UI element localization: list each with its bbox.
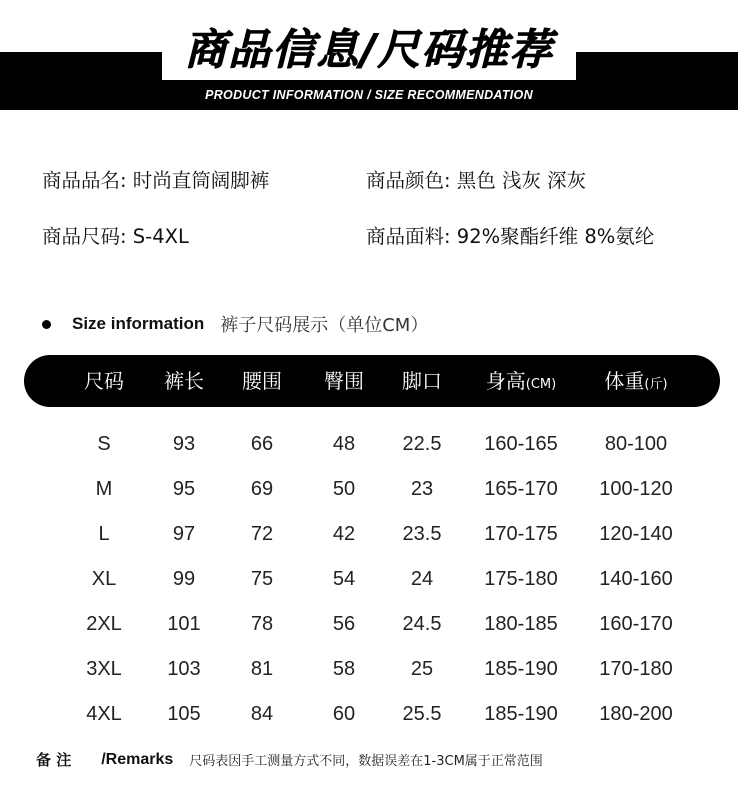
table-cell: 58 [332, 658, 356, 680]
size-info-title-cn: 裤子尺码展示（单位CM） [220, 315, 429, 336]
table-header-label: 裤长 [164, 369, 204, 393]
table-header-cell [604, 355, 667, 407]
table-row-size: S [97, 433, 111, 455]
product-name-label: 商品品名: [42, 169, 127, 192]
product-fabric-value: 92%聚酯纤维 8%氨纶 [456, 225, 655, 248]
table-cell: 185-190 [484, 703, 558, 725]
table-cell: 25.5 [402, 703, 442, 725]
product-color-value: 黑色 浅灰 深灰 [456, 169, 587, 192]
table-cell: 95 [172, 478, 196, 500]
table-cell: 170-175 [484, 523, 558, 545]
product-name-value: 时尚直筒阔脚裤 [132, 169, 270, 192]
remarks-line [36, 749, 543, 770]
table-header-cell [164, 355, 204, 407]
remarks-label-en: /Remarks [101, 750, 174, 768]
table-row-size: 2XL [86, 613, 122, 635]
remarks-label-cn: 备 注 [36, 751, 72, 769]
table-cell: 100-120 [599, 478, 673, 500]
table-header-cell [486, 355, 556, 407]
table-cell: 84 [250, 703, 274, 725]
table-row-size: L [98, 523, 110, 545]
size-table-header [24, 355, 720, 407]
table-header-label: 体重 [604, 369, 645, 393]
table-cell: 66 [250, 433, 274, 455]
product-name-line [42, 168, 269, 194]
table-cell: 69 [250, 478, 274, 500]
table-cell: 48 [332, 433, 356, 455]
size-info-title-en: Size information [72, 314, 205, 333]
table-cell: 99 [172, 568, 196, 590]
table-cell: 60 [332, 703, 356, 725]
table-header-label: 臀围 [324, 369, 364, 393]
page-subtitle: PRODUCT INFORMATION / SIZE RECOMMENDATION [205, 88, 533, 102]
table-cell: 24.5 [402, 613, 442, 635]
table-cell: 170-180 [599, 658, 673, 680]
table-header-label: 尺码 [84, 369, 124, 393]
size-info-heading [42, 311, 428, 337]
table-cell: 103 [167, 658, 201, 680]
table-cell: 23 [410, 478, 434, 500]
table-row-size: 3XL [86, 658, 122, 680]
table-header-cell [84, 355, 124, 407]
table-row-size: M [95, 478, 113, 500]
table-header-cell [402, 355, 442, 407]
table-cell: 22.5 [402, 433, 442, 455]
product-fabric-line [366, 224, 654, 250]
table-cell: 50 [332, 478, 356, 500]
product-color-line [366, 168, 586, 194]
table-cell: 78 [250, 613, 274, 635]
table-cell: 54 [332, 568, 356, 590]
table-cell: 175-180 [484, 568, 558, 590]
table-cell: 72 [250, 523, 274, 545]
table-header-unit: (斤) [644, 377, 668, 392]
table-cell: 105 [167, 703, 201, 725]
table-row-size: 4XL [86, 703, 122, 725]
table-header-unit: (CM) [525, 377, 557, 392]
table-cell: 80-100 [604, 433, 668, 455]
table-cell: 120-140 [599, 523, 673, 545]
table-cell: 42 [332, 523, 356, 545]
product-size-label: 商品尺码: [42, 225, 127, 248]
table-header-cell [242, 355, 282, 407]
table-cell: 180-185 [484, 613, 558, 635]
table-cell: 81 [250, 658, 274, 680]
product-size-value: S-4XL [132, 225, 189, 248]
table-cell: 101 [167, 613, 201, 635]
table-cell: 185-190 [484, 658, 558, 680]
table-cell: 165-170 [484, 478, 558, 500]
product-size-line [42, 224, 189, 250]
product-color-label: 商品颜色: [366, 169, 451, 192]
table-cell: 24 [410, 568, 434, 590]
table-row-size: XL [91, 568, 117, 590]
table-header-cell [324, 355, 364, 407]
table-cell: 25 [410, 658, 434, 680]
table-cell: 140-160 [599, 568, 673, 590]
table-header-label: 身高 [485, 369, 526, 393]
table-cell: 180-200 [599, 703, 673, 725]
remarks-text: 尺码表因手工测量方式不同，数据误差在1-3CM属于正常范围 [189, 754, 543, 769]
table-cell: 23.5 [402, 523, 442, 545]
table-cell: 93 [172, 433, 196, 455]
table-cell: 160-170 [599, 613, 673, 635]
page-title: 商品信息/尺码推荐 [0, 20, 738, 80]
product-fabric-label: 商品面料: [366, 225, 451, 248]
table-cell: 160-165 [484, 433, 558, 455]
table-header-label: 腰围 [242, 369, 282, 393]
table-cell: 97 [172, 523, 196, 545]
table-cell: 56 [332, 613, 356, 635]
bullet-dot-icon [42, 320, 51, 329]
table-header-label: 脚口 [402, 369, 442, 393]
table-cell: 75 [250, 568, 274, 590]
